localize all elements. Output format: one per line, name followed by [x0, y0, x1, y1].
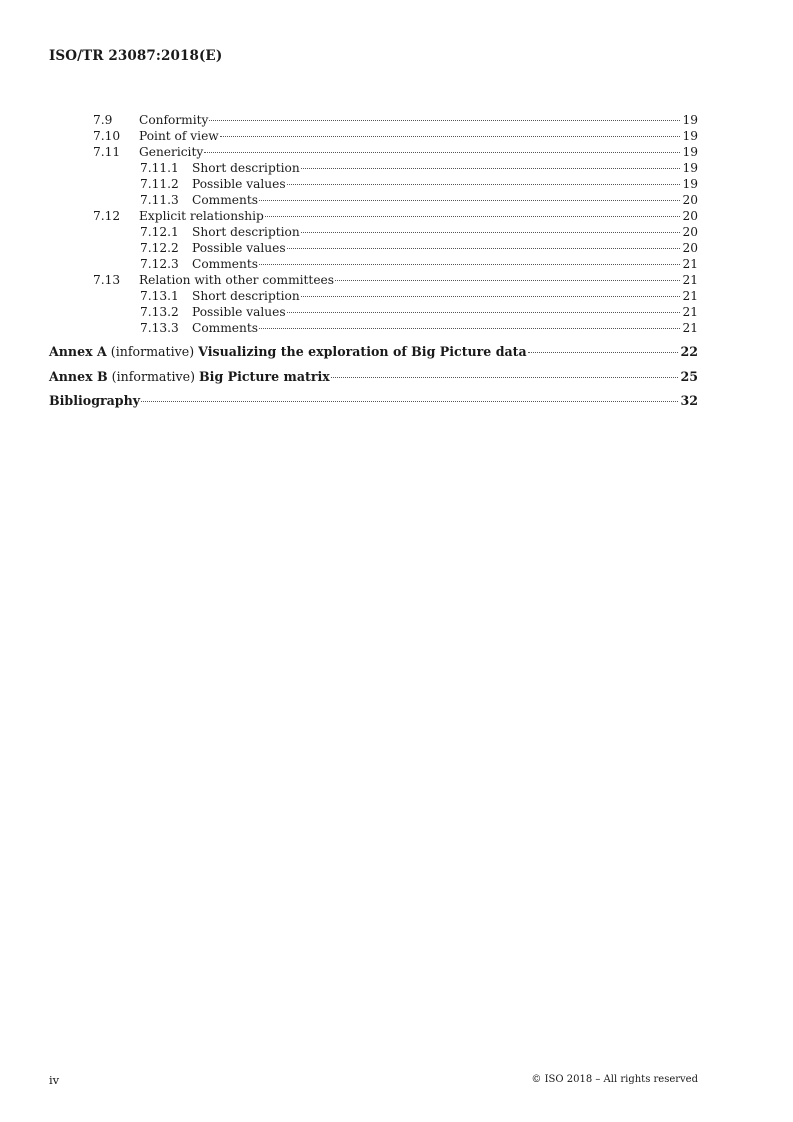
toc-entry-page: 20	[682, 241, 698, 255]
annex-label: Annex A	[49, 344, 107, 359]
toc-entry-number: 7.13.3	[140, 321, 179, 335]
toc-entry[interactable]	[49, 129, 698, 144]
toc-entry-page: 22	[680, 344, 698, 359]
toc-entry-page: 20	[682, 193, 698, 207]
toc-entry-number: 7.12.3	[140, 257, 179, 271]
toc-annex-title	[49, 369, 330, 384]
toc-entry[interactable]	[49, 177, 698, 192]
toc-entry-title: Short description	[192, 161, 300, 175]
annex-label: Annex B	[49, 369, 108, 384]
dot-leader	[220, 136, 681, 137]
toc-entry[interactable]	[49, 225, 698, 240]
toc-entry[interactable]	[49, 113, 698, 128]
toc-entry[interactable]	[49, 289, 698, 304]
toc-entry-title: Possible values	[192, 305, 286, 319]
toc-entry-page: 20	[682, 209, 698, 223]
footer-page-number: iv	[49, 1073, 60, 1087]
toc-entry-page: 19	[682, 145, 698, 159]
toc-entry-page: 20	[682, 225, 698, 239]
dot-leader	[259, 200, 680, 201]
toc-entry[interactable]	[49, 241, 698, 256]
toc-entry-number: 7.12.1	[140, 225, 179, 239]
toc-entry-number: 7.12	[93, 209, 121, 223]
toc-entry-page: 19	[682, 177, 698, 191]
toc-entry-title: Explicit relationship	[139, 209, 264, 223]
toc-entry-page: 21	[682, 321, 698, 335]
toc-entry[interactable]	[49, 193, 698, 208]
dot-leader	[301, 296, 681, 297]
annex-title: Big Picture matrix	[199, 369, 330, 384]
dot-leader	[209, 120, 680, 121]
dot-leader	[331, 377, 679, 378]
toc-entry-title: Comments	[192, 257, 258, 271]
dot-leader	[301, 168, 681, 169]
document-id: ISO/TR 23087:2018(E)	[49, 48, 223, 64]
dot-leader	[335, 280, 680, 281]
toc-entry-number: 7.11.3	[140, 193, 179, 207]
toc-entry-number: 7.13.1	[140, 289, 179, 303]
toc-annex-title	[49, 344, 527, 359]
toc-entry-title: Comments	[192, 321, 258, 335]
dot-leader	[141, 401, 678, 402]
dot-leader	[287, 248, 681, 249]
toc-entry[interactable]	[49, 305, 698, 320]
dot-leader	[287, 184, 681, 185]
toc-entry-page: 19	[682, 161, 698, 175]
toc-entry-number: 7.13.2	[140, 305, 179, 319]
toc-entry-title: Conformity	[139, 113, 209, 127]
toc-entry-page: 19	[682, 113, 698, 127]
toc-entry-page: 21	[682, 305, 698, 319]
toc-entry-title: Point of view	[139, 129, 219, 143]
toc-entry-title: Possible values	[192, 241, 286, 255]
dot-leader	[204, 152, 680, 153]
annex-title: Visualizing the exploration of Big Picture data	[198, 344, 527, 359]
toc-entry-title: Short description	[192, 289, 300, 303]
toc-entry-title: Relation with other committees	[139, 273, 335, 287]
toc-bibliography-title: Bibliography	[49, 393, 141, 408]
toc-entry-title: Genericity	[139, 145, 204, 159]
toc-entry-page: 32	[680, 393, 698, 408]
toc-entry-number: 7.11.2	[140, 177, 179, 191]
toc-entry-page: 19	[682, 129, 698, 143]
toc-entry[interactable]	[49, 273, 698, 288]
annex-kind: (informative)	[110, 344, 195, 359]
dot-leader	[301, 232, 681, 233]
dot-leader	[259, 328, 680, 329]
toc-entry-page: 25	[680, 369, 698, 384]
toc-entry-number: 7.11	[93, 145, 121, 159]
toc-annex-b[interactable]	[49, 369, 698, 384]
toc-entry-page: 21	[682, 289, 698, 303]
toc-entry[interactable]	[49, 209, 698, 224]
toc-entry-number: 7.12.2	[140, 241, 179, 255]
toc-entry-title: Comments	[192, 193, 258, 207]
toc-entry-page: 21	[682, 257, 698, 271]
annex-kind: (informative)	[111, 369, 195, 384]
toc-entry[interactable]	[49, 145, 698, 160]
dot-leader	[287, 312, 681, 313]
toc-entry-number: 7.10	[93, 129, 121, 143]
toc-entry-number: 7.9	[93, 113, 113, 127]
toc-entry-number: 7.13	[93, 273, 121, 287]
toc-annex-a[interactable]	[49, 344, 698, 359]
toc-entry-number: 7.11.1	[140, 161, 179, 175]
dot-leader	[265, 216, 681, 217]
toc-entry-title: Short description	[192, 225, 300, 239]
toc-entry[interactable]	[49, 321, 698, 336]
toc-entry-page: 21	[682, 273, 698, 287]
toc-entry[interactable]	[49, 161, 698, 176]
footer-copyright: © ISO 2018 – All rights reserved	[531, 1074, 698, 1085]
toc-bibliography[interactable]	[49, 393, 698, 408]
dot-leader	[528, 352, 679, 353]
dot-leader	[259, 264, 680, 265]
toc-entry[interactable]	[49, 257, 698, 272]
toc-entry-title: Possible values	[192, 177, 286, 191]
